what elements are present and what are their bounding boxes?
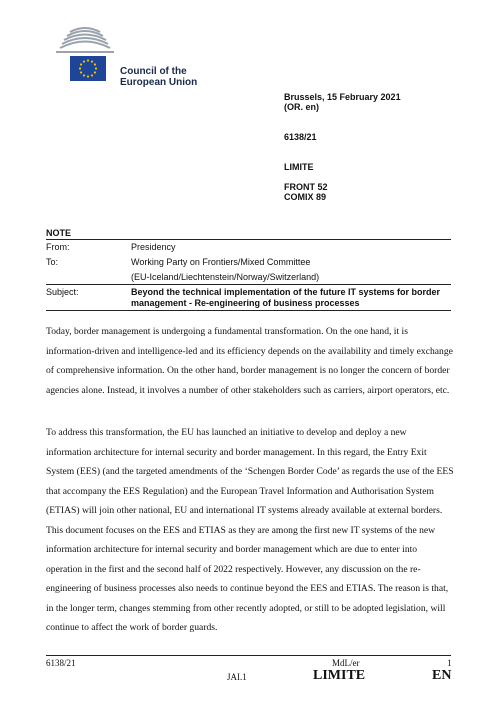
flag-star xyxy=(94,63,96,65)
flag-star xyxy=(79,67,81,69)
file-code-1: FRONT 52 xyxy=(284,182,328,192)
subject-line-2: management - Re-engineering of business processes xyxy=(131,298,360,308)
flag-star xyxy=(87,59,89,61)
flag-star xyxy=(80,63,82,65)
paragraph-2: To address this transformation, the EU has launched an initiative to develop and deploy a new information architecture for internal security and border management. In this regard, the Entry Exit System (EES) (and the targeted amendments of the ‘Schengen Border Code’ as regards the use of the EES that accompany the EES Regulation) and the European Travel Information and Authorisation System (ETIAS) will join other national, EU and international IT systems already available at external borders. This document focuses on the EES and ETIAS as they are among the first new IT systems of the new information architecture for internal security and border management which are due to enter into operation in the first and the second half of 2022 respectively. However, any discussion on the re-engineering of business processes also needs to continue beyond the EES and ETIAS. The reason is that, in the longer term, changes stemming from other recently adopted, or still to be adopted legislation, will continue to affect the work of border guards. xyxy=(46,427,454,633)
subject-line-1: Beyond the technical implementation of the future IT systems for border xyxy=(131,287,441,297)
footer-language: EN xyxy=(432,668,452,683)
divider xyxy=(46,284,451,285)
footer-author: MdL/er xyxy=(332,658,360,668)
to-label: To: xyxy=(46,257,59,267)
paragraph-1: Today, border management is undergoing a fundamental transformation. On the one hand, it is information-driven and intelligence-led and its efficiency depends on the availability and timely exchange of comprehensive information. On the other hand, border management is no longer the concern of border agencies alone. Instead, it involves a number of other stakeholders such as carriers, airport operators, etc. xyxy=(46,326,453,396)
divider xyxy=(46,310,451,311)
flag-star xyxy=(95,67,97,69)
flag-star xyxy=(87,75,89,77)
org-line-2: European Union xyxy=(120,77,198,88)
flag-star xyxy=(94,71,96,73)
flag-star xyxy=(91,60,93,62)
flag-star xyxy=(91,74,93,76)
org-line-1: Council of the xyxy=(120,66,187,77)
footer-doc-number: 6138/21 xyxy=(46,658,76,668)
subject-label: Subject: xyxy=(46,287,79,297)
from-label: From: xyxy=(46,242,70,252)
document-number: 6138/21 xyxy=(284,132,317,142)
to-value-1: Working Party on Frontiers/Mixed Committee xyxy=(131,257,311,267)
flag-star xyxy=(83,60,85,62)
council-logo xyxy=(50,26,120,90)
original-language: (OR. en) xyxy=(284,102,319,112)
note-title: NOTE xyxy=(46,228,72,238)
flag-star xyxy=(83,74,85,76)
divider xyxy=(46,239,451,240)
from-value: Presidency xyxy=(131,242,176,252)
classification: LIMITE xyxy=(284,162,314,172)
council-building-icon xyxy=(50,26,120,90)
place-date: Brussels, 15 February 2021 xyxy=(284,92,401,102)
subject-value xyxy=(131,287,440,309)
footer-unit: JAI.1 xyxy=(227,672,247,682)
footer-divider xyxy=(46,655,451,656)
footer-page: 1 xyxy=(447,658,452,668)
organisation-name xyxy=(120,66,197,88)
file-code-2: COMIX 89 xyxy=(284,192,327,202)
flag-star xyxy=(80,71,82,73)
to-value-2: (EU-Iceland/Liechtenstein/Norway/Switzerland) xyxy=(131,272,320,282)
footer-classification: LIMITE xyxy=(313,668,366,683)
